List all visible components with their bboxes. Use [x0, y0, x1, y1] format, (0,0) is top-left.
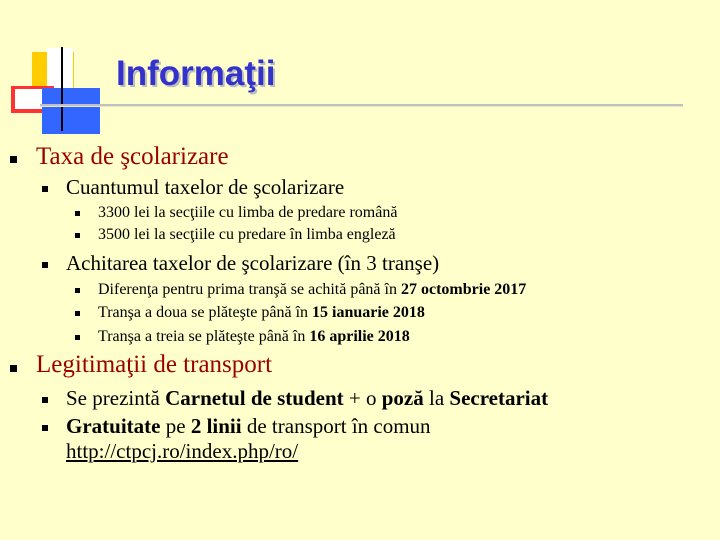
item-text	[98, 304, 425, 322]
square-bullet-icon	[75, 335, 80, 340]
section-heading: Legitimaţii de transport	[36, 351, 273, 378]
section-heading: Taxa de şcolarizare	[36, 143, 229, 170]
item-text	[66, 414, 431, 439]
ctp-link[interactable]: http://ctpcj.ro/index.php/ro/	[66, 439, 299, 463]
title-underline-shadow	[40, 106, 683, 107]
square-bullet-icon	[75, 211, 80, 216]
item-text-plain: Se prezintă	[66, 386, 166, 410]
item-text-bold: 2 linii	[190, 414, 242, 438]
item-text: Cuantumul taxelor de şcolarizare	[66, 175, 345, 199]
item-text: 3300 lei la secţiile cu limba de predare română	[98, 204, 398, 221]
item-text	[98, 328, 410, 346]
item-text: Achitarea taxelor de şcolarizare (în 3 tranşe)	[66, 251, 440, 275]
decor-vertical-line	[61, 47, 63, 131]
item-date: 16 aprilie 2018	[309, 328, 410, 345]
decor-blue-square	[42, 88, 100, 134]
item-text	[98, 281, 526, 299]
item-text	[66, 386, 548, 411]
square-bullet-icon	[10, 156, 17, 163]
item-date: 27 octombrie 2017	[400, 281, 527, 298]
item-text-plain: la	[423, 386, 450, 410]
square-bullet-icon	[42, 397, 48, 403]
item-text-plain: + o	[343, 386, 382, 410]
item-text-bold: Carnetul de student	[165, 386, 344, 410]
item-text-plain: Tranşa a treia se plăteşte până în	[98, 328, 310, 345]
item-text-bold: Gratuitate	[66, 414, 161, 438]
square-bullet-icon	[42, 262, 48, 268]
item-date: 15 ianuarie 2018	[312, 304, 425, 321]
item-text-plain: Diferenţa pentru prima tranşă se achită până în	[98, 281, 401, 298]
square-bullet-icon	[75, 311, 80, 316]
square-bullet-icon	[42, 186, 48, 192]
item-text: 3500 lei la secţiile cu predare în limba engleză	[98, 226, 396, 243]
square-bullet-icon	[75, 233, 80, 238]
item-text-plain: de transport în comun	[241, 414, 431, 438]
item-text-plain: Tranşa a doua se plăteşte până în	[98, 304, 313, 321]
slide-title: Informaţii	[116, 54, 276, 93]
item-text-plain: pe	[160, 414, 191, 438]
square-bullet-icon	[10, 365, 17, 372]
item-text-bold: poză	[381, 386, 424, 410]
square-bullet-icon	[42, 425, 48, 431]
square-bullet-icon	[75, 288, 80, 293]
item-text-bold: Secretariat	[449, 386, 549, 410]
